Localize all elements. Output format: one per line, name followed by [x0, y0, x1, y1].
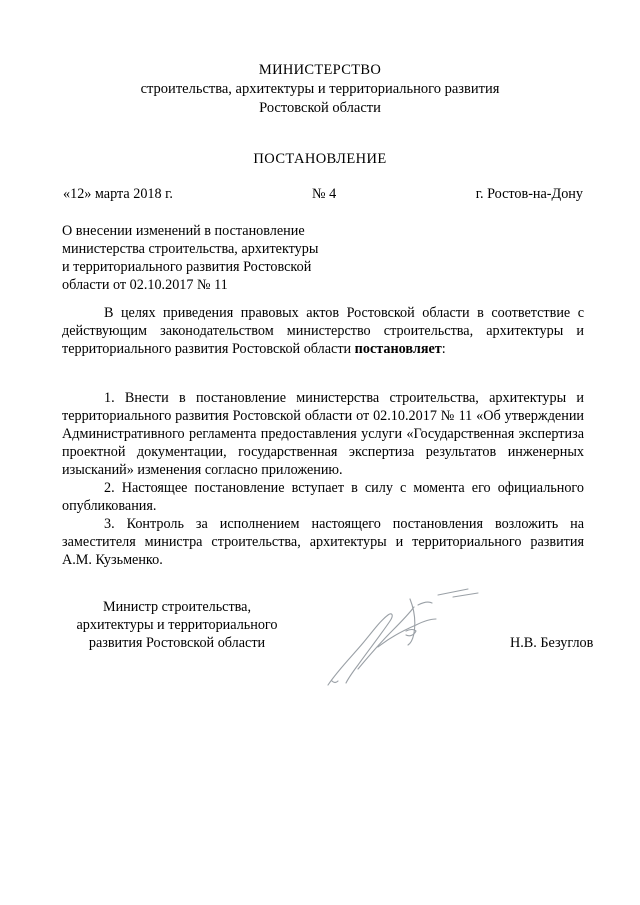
- document-date: «12» марта 2018 г.: [63, 186, 173, 202]
- document-type: ПОСТАНОВЛЕНИЕ: [253, 151, 387, 167]
- subject-line: и территориального развития Ростовской: [62, 259, 312, 275]
- ministry-header: [0, 61, 640, 118]
- document-subject: [62, 222, 352, 294]
- subject-line: О внесении изменений в постановление: [62, 223, 305, 239]
- ministry-subtitle: строительства, архитектуры и территориального развития: [140, 81, 500, 97]
- preamble-keyword: постановляет: [354, 341, 442, 357]
- signer-title-line: Министр строительства,: [102, 599, 252, 615]
- signer-title-line: архитектуры и территориального: [76, 617, 278, 633]
- resolution-item: 3. Контроль за исполнением настоящего постановления возложить на заместителя министра строительства, архитектуры и территориального развития А.М. Кузьменко.: [62, 516, 584, 568]
- preamble-end: :: [441, 341, 446, 357]
- ministry-region: Ростовской области: [259, 100, 381, 116]
- document-city: г. Ростов-на-Дону: [475, 186, 583, 202]
- preamble-text: В целях приведения правовых актов Ростовской области в соответствие с действующим законодательством министерство строительства, архитектуры и территориального развития Ростовской области: [62, 305, 584, 357]
- signer-name: Н.В. Безуглов: [510, 635, 594, 651]
- preamble-paragraph: [62, 304, 584, 358]
- signer-title: [62, 598, 292, 652]
- signature: [318, 585, 493, 700]
- subject-line: области от 02.10.2017 № 11: [62, 277, 228, 293]
- subject-line: министерства строительства, архитектуры: [62, 241, 319, 257]
- resolution-item: 2. Настоящее постановление вступает в силу с момента его официального опубликования.: [62, 480, 584, 514]
- ministry-title: МИНИСТЕРСТВО: [258, 62, 382, 78]
- resolution-item: 1. Внести в постановление министерства строительства, архитектуры и территориального развития Ростовской области от 02.10.2017 № 11 «Об утверждении Административного регламента предоставления услуги «Государственная экспертиза проектной документации, государственная экспертиза результатов инженерных изысканий» изменения согласно приложению.: [62, 390, 584, 478]
- document-number: № 4: [312, 186, 337, 202]
- signer-title-line: развития Ростовской области: [88, 635, 266, 651]
- resolution-items: [62, 389, 584, 569]
- document-meta-row: [63, 185, 583, 203]
